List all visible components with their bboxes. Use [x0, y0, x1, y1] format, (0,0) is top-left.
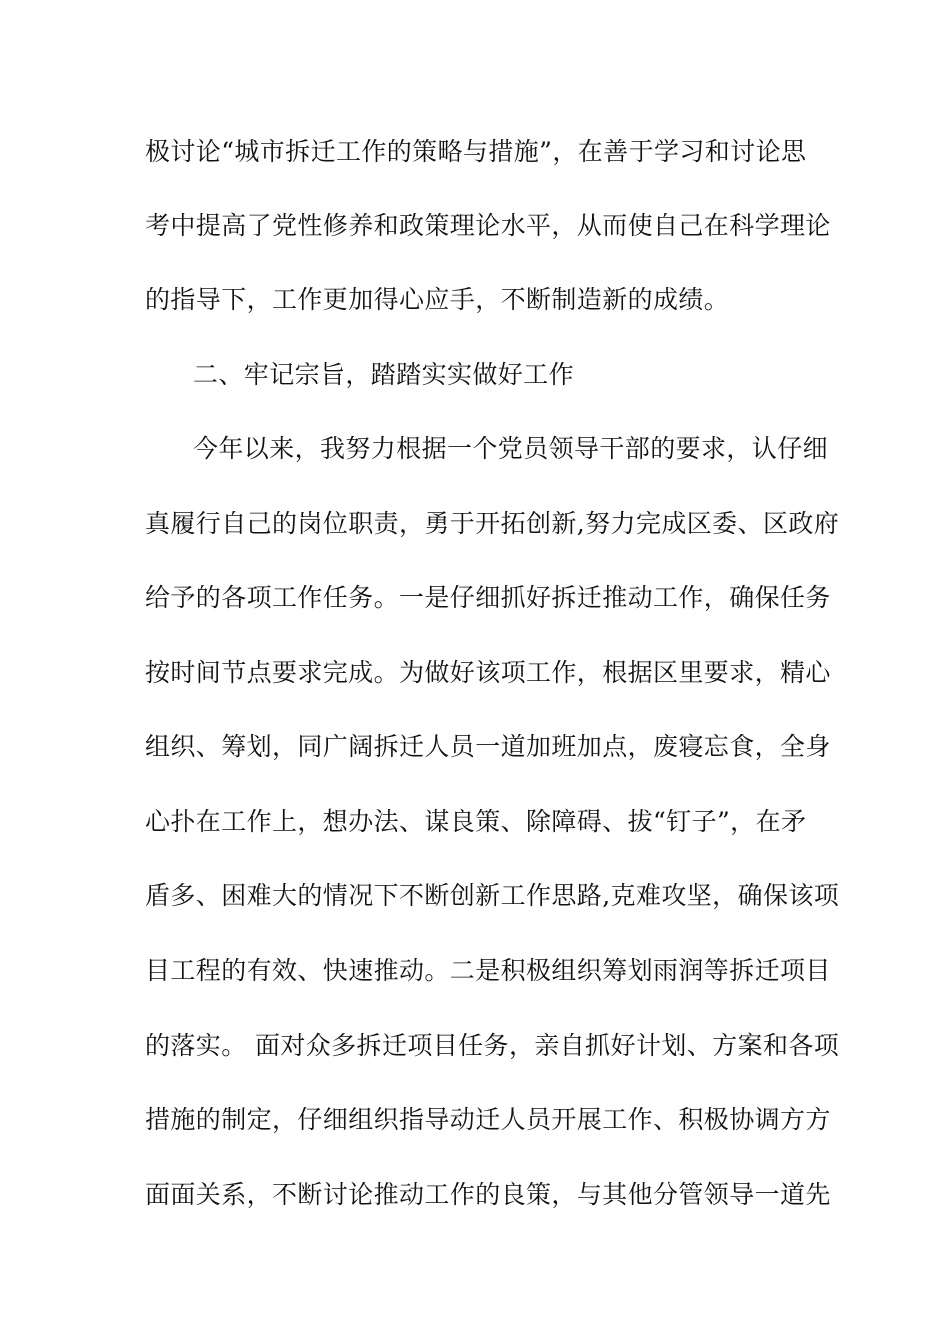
section-heading: 二、牢记宗旨，踏踏实实做好工作	[193, 360, 575, 389]
text-line: 给予的各项工作任务。一是仔细抓好拆迁推动工作，确保任务	[145, 583, 831, 612]
text-line: 盾多、困难大的情况下不断创新工作思路,克难攻坚，确保该项	[145, 881, 840, 910]
text-line: 心扑在工作上，想办法、谋良策、除障碍、拔“钉子”，在矛	[145, 807, 807, 836]
text-line: 目工程的有效、快速推动。二是积极组织筹划雨润等拆迁项目	[145, 956, 831, 985]
text-line: 考中提高了党性修养和政策理论水平，从而使自己在科学理论	[145, 211, 831, 240]
text-line: 今年以来，我努力根据一个党员领导干部的要求，认仔细	[193, 434, 829, 463]
text-line: 极讨论“城市拆迁工作的策略与措施”，在善于学习和讨论思	[145, 137, 807, 166]
text-line: 的指导下，工作更加得心应手，不断制造新的成绩。	[145, 285, 730, 314]
text-line: 的落实。 面对众多拆迁项目任务，亲自抓好计划、方案和各项	[145, 1031, 840, 1060]
text-line: 按时间节点要求完成。为做好该项工作，根据区里要求，精心	[145, 658, 831, 687]
text-line: 真履行自己的岗位职责，勇于开拓创新,努力完成区委、区政府	[145, 509, 840, 538]
text-line: 面面关系，不断讨论推动工作的良策，与其他分管领导一道先	[145, 1180, 831, 1209]
text-line: 组织、筹划，同广阔拆迁人员一道加班加点，废寝忘食，全身	[145, 732, 831, 761]
text-line: 措施的制定，仔细组织指导动迁人员开展工作、积极协调方方	[145, 1105, 831, 1134]
